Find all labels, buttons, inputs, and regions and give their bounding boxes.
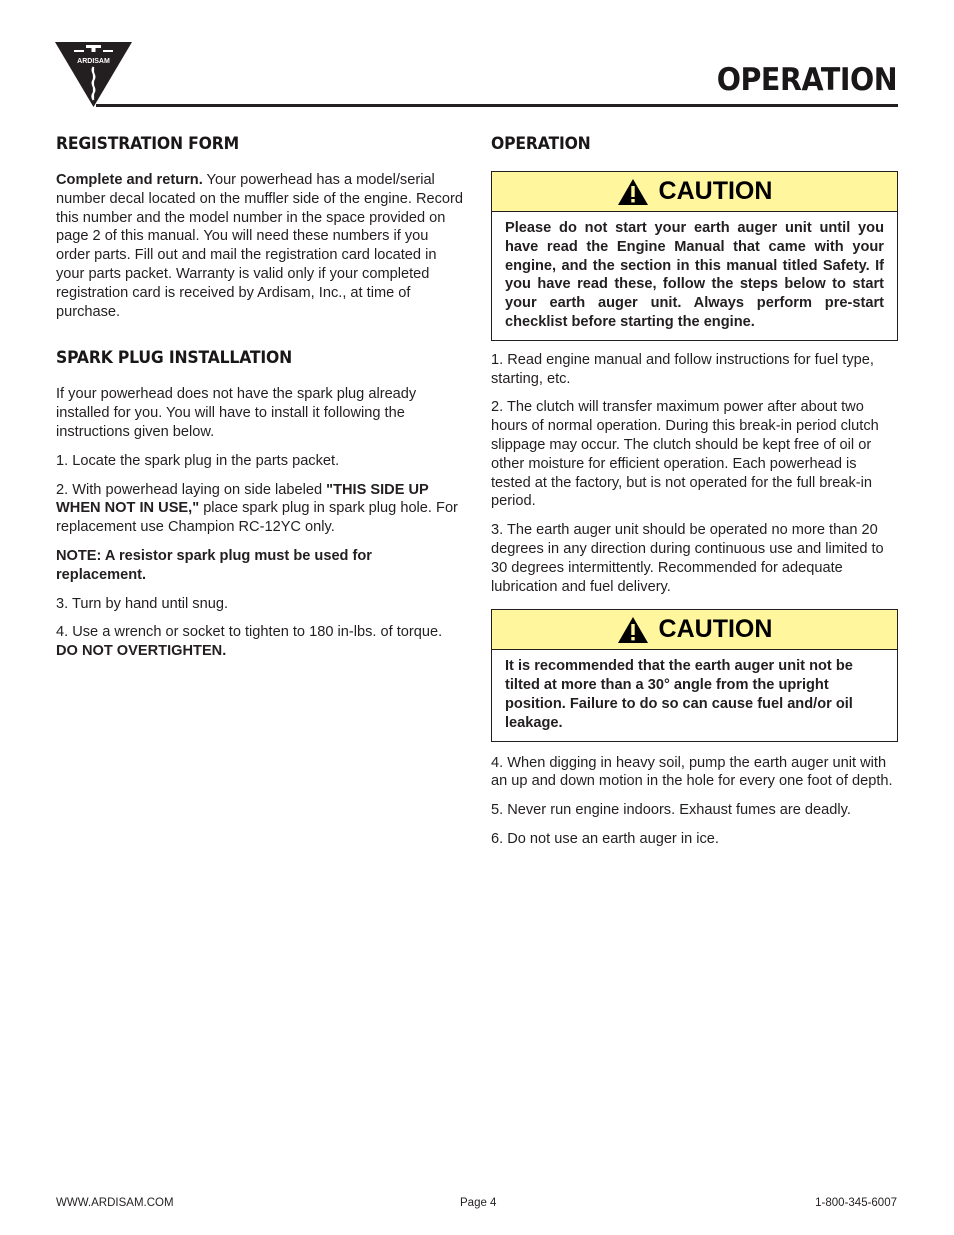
operation-step-3: 3. The earth auger unit should be operated no more than 20 degrees in any direction during continuous use and limited to 30 degrees intermittently. Recommended for adequate lubrication and fuel delivery. (491, 522, 884, 595)
registration-lead: Complete and return. (56, 172, 203, 188)
spark-step-4 (56, 623, 466, 661)
footer-phone: 1-800-345-6007 (815, 1197, 897, 1209)
caution-text-2: It is recommended that the earth auger unit not be tilted at more than a 30° angle from the upright position. Failure to do so can cause fuel and/or oil leakage. (505, 658, 853, 731)
caution-header-1 (492, 172, 897, 212)
operation-heading: OPERATION (491, 134, 591, 154)
footer-page-number: Page 4 (460, 1197, 497, 1209)
caution-header-2 (492, 610, 897, 650)
operation-step-2: 2. The clutch will transfer maximum power after about two hours of normal operation. During this break-in period clutch slippage may occur. The clutch should be kept free of oil or other moisture for efficient operation. Each powerhead is tested at the factory, but is not operated for the full break-in period. (491, 399, 879, 510)
header-rule (96, 104, 898, 107)
footer-website: WWW.ARDISAM.COM (56, 1197, 174, 1209)
ardisam-logo (55, 42, 132, 107)
svg-text:ARDISAM: ARDISAM (77, 58, 110, 65)
warning-triangle-icon (617, 178, 649, 206)
caution-box-1 (491, 171, 898, 341)
spark-step-2-text: 2. With powerhead laying on side labeled (56, 481, 327, 498)
operation-step-5: 5. Never run engine indoors. Exhaust fumes are deadly. (491, 802, 851, 819)
spark-step-2-rest: place spark plug in spark plug hole. For replacement use Champion RC-12YC only. (56, 500, 458, 536)
caution-text-1: Please do not start your earth auger unit until you have read the Engine Manual that came with your engine, and the section in this manual titled Safety. If you have read these, follow the steps below to start your earth auger unit. Always perform pre-start checklist before starting the engine. (505, 220, 884, 330)
registration-paragraph (56, 171, 466, 321)
operation-step-6: 6. Do not use an earth auger in ice. (491, 830, 719, 847)
registration-heading: REGISTRATION FORM (56, 134, 240, 154)
caution-title-1: CAUTION (658, 177, 773, 205)
spark-heading: SPARK PLUG INSTALLATION (56, 348, 293, 369)
warning-triangle-icon (617, 616, 649, 644)
caution-title-2: CAUTION (658, 615, 773, 644)
spark-step-2-label: "THIS SIDE UP WHEN NOT IN USE," (56, 481, 429, 517)
registration-body: Your powerhead has a model/serial number decal located on the muffler side of the engine. Record this number and the model number in the space provided on page 2 of this manual. You will need these numbers if you order parts. Fill out and mail the registration card located in your parts packet. Warranty is valid only if your completed registration card is received by Ardisam, Inc., at time of purchase. (56, 172, 463, 320)
right-column (491, 128, 898, 849)
spark-step-4-warning: DO NOT OVERTIGHTEN. (56, 643, 227, 660)
spark-step-4-text: 4. Use a wrench or socket to tighten to 180 in-lbs. of torque. (56, 624, 443, 641)
page-title: OPERATION (716, 62, 897, 98)
caution-box-2 (491, 609, 898, 741)
left-column (56, 128, 466, 661)
spark-step-1: 1. Locate the spark plug in the parts packet. (56, 452, 340, 469)
spark-step-2 (56, 481, 466, 537)
operation-step-1: 1. Read engine manual and follow instructions for fuel type, starting, etc. (491, 351, 874, 387)
spark-note-text: NOTE: A resistor spark plug must be used for replacement. (56, 547, 372, 583)
operation-step-4: 4. When digging in heavy soil, pump the earth auger unit with an up and down motion in the hole for every one foot of depth. (491, 754, 893, 790)
spark-step-3: 3. Turn by hand until snug. (56, 595, 228, 612)
spark-intro: If your powerhead does not have the spark plug already installed for you. You will have to install it following the instructions given below. (56, 386, 417, 440)
spark-note (56, 547, 466, 585)
